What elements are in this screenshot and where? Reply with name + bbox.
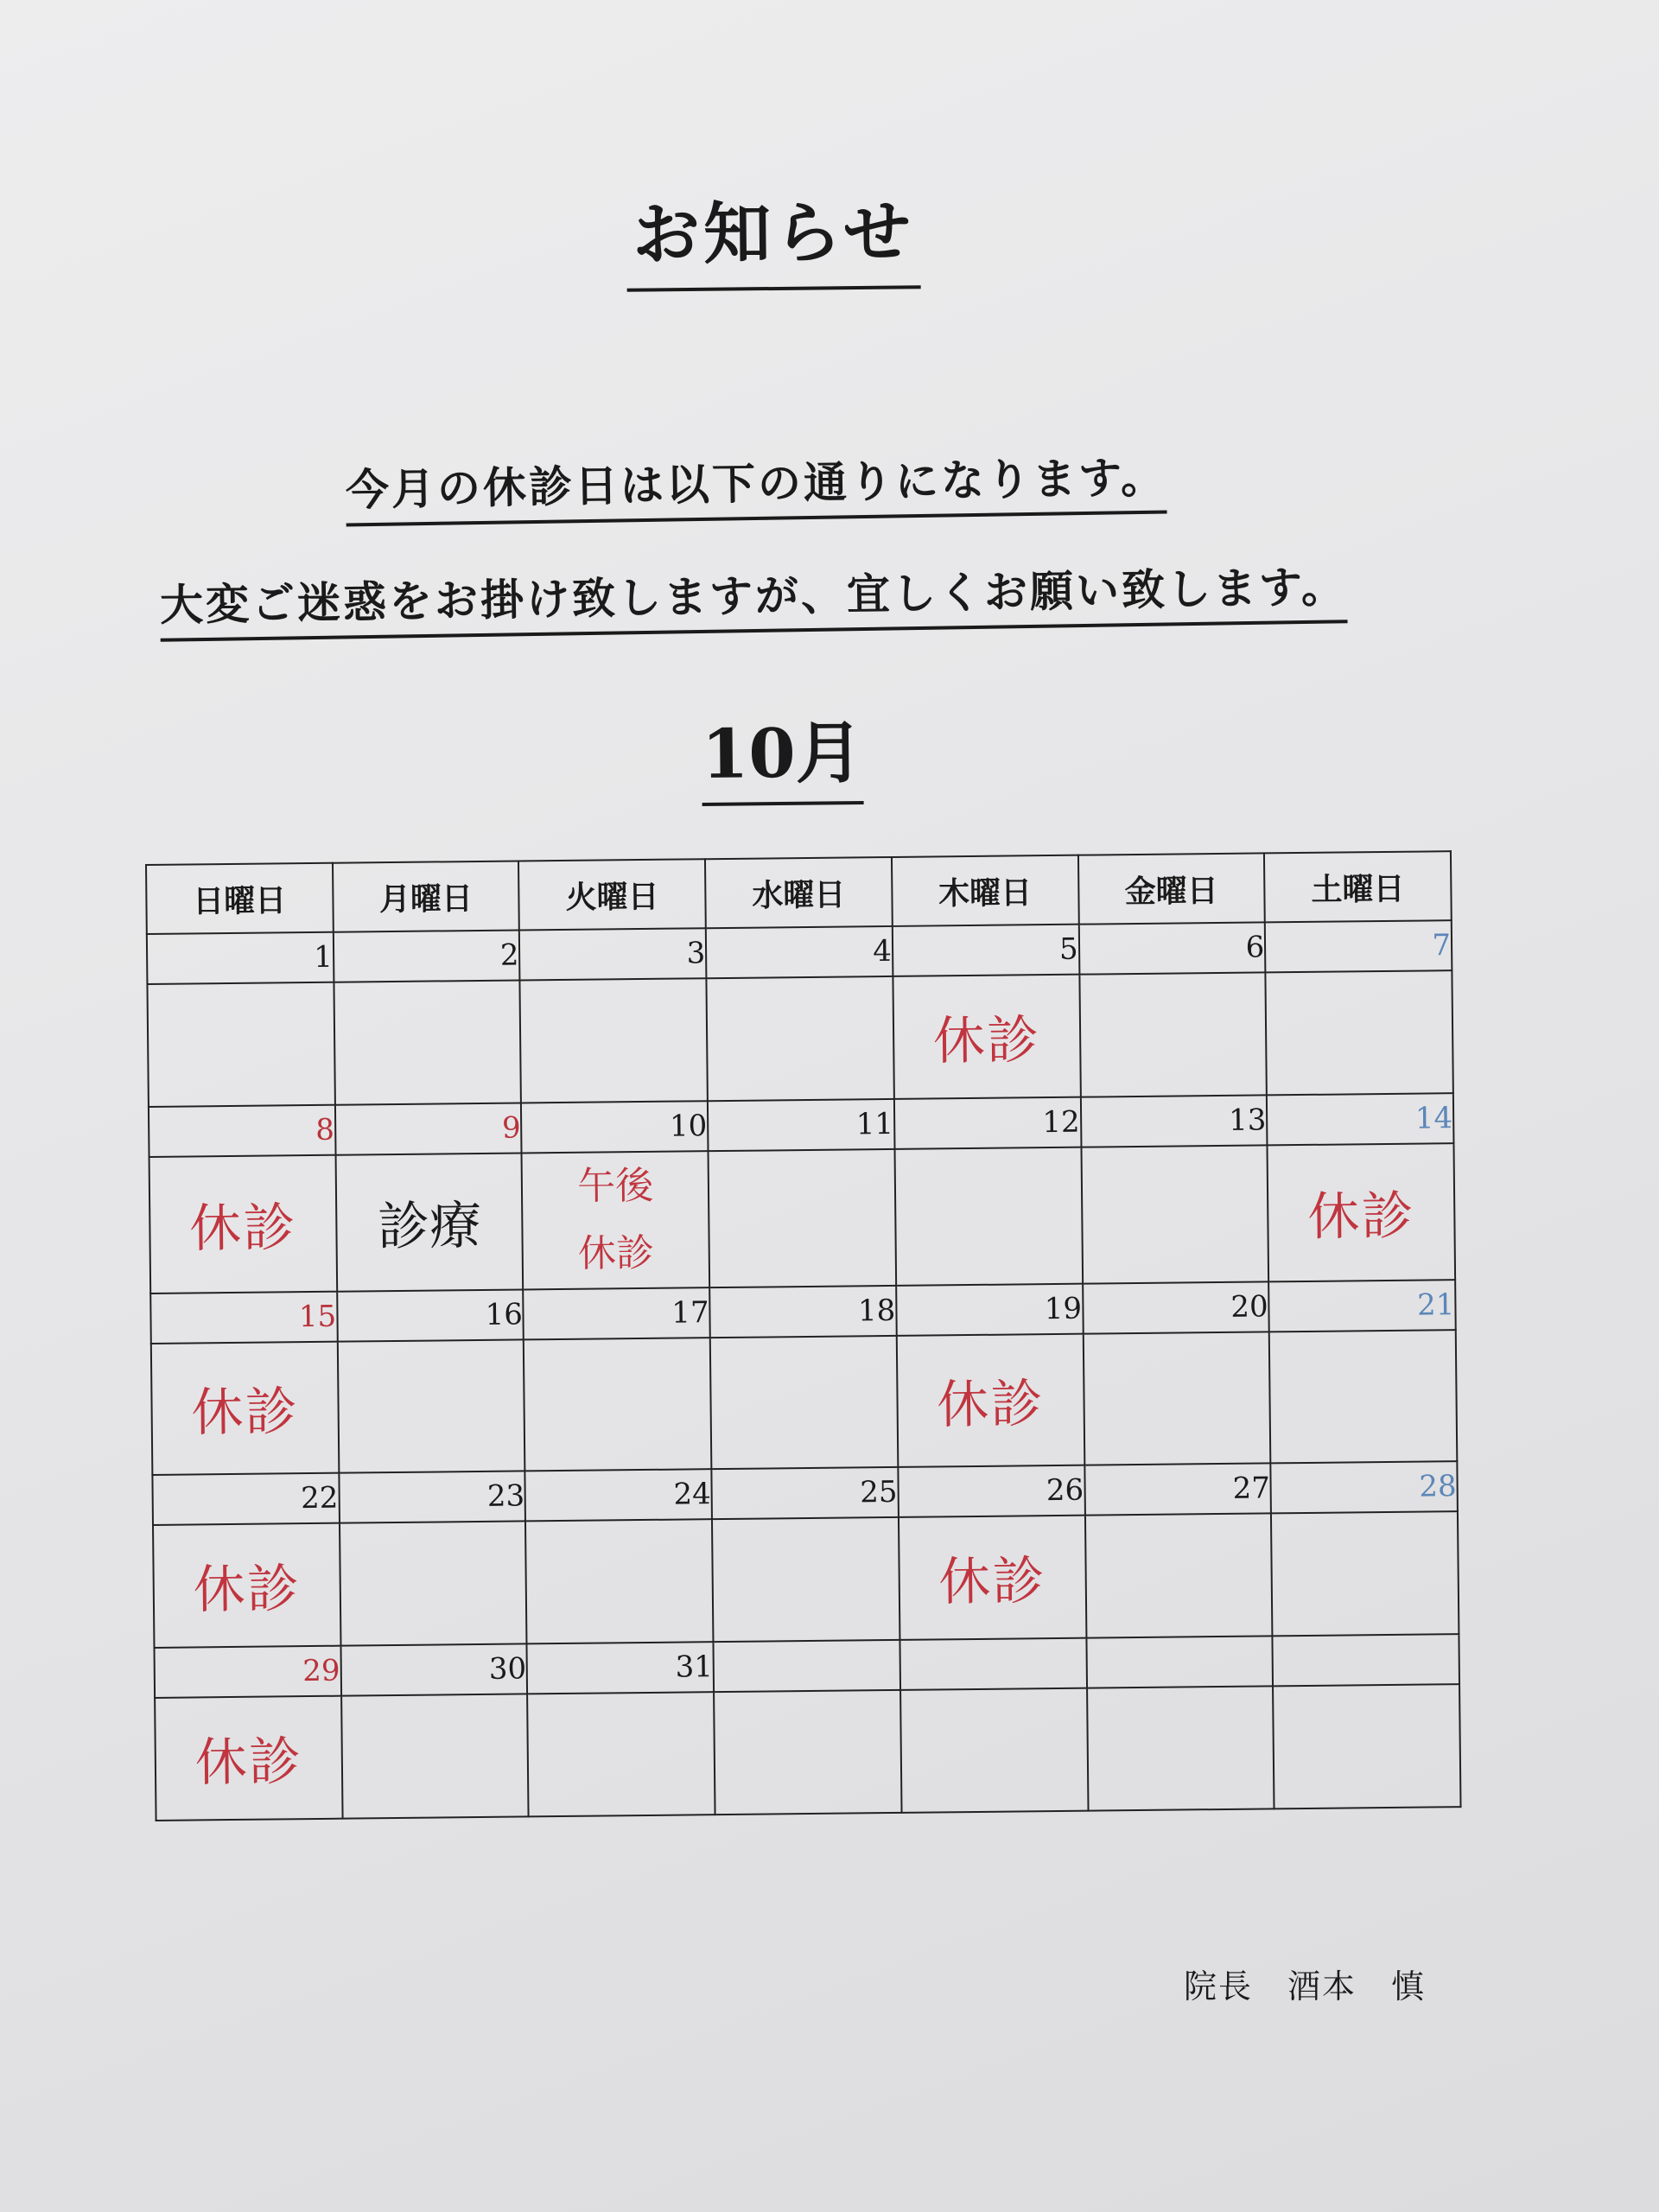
day-note: [1084, 1513, 1272, 1637]
date-number: 1: [147, 932, 334, 984]
date-number: 15: [150, 1292, 337, 1344]
closed-label: 休診: [188, 1198, 297, 1260]
date-number: 12: [894, 1097, 1081, 1149]
date-number: 22: [152, 1473, 339, 1525]
day-note: [525, 1519, 713, 1643]
weekday-sun: 日曜日: [146, 863, 334, 934]
day-note: [900, 1688, 1088, 1813]
day-note: [1273, 1684, 1460, 1808]
day-note: [894, 1147, 1082, 1286]
weekday-thu: 木曜日: [892, 855, 1079, 926]
open-label: 診療: [377, 1195, 482, 1258]
day-note: [1269, 1330, 1457, 1463]
day-note: [710, 1336, 898, 1469]
date-number: [1273, 1634, 1459, 1686]
note-row: [155, 1684, 1460, 1821]
weekday-tue: 火曜日: [518, 859, 706, 930]
closed-label: 休診: [193, 1559, 302, 1621]
signature: 院長 酒本 慎: [1184, 1967, 1427, 2005]
weekday-mon: 月曜日: [333, 861, 520, 931]
weekday-sat: 土曜日: [1264, 851, 1452, 922]
date-number: 10: [521, 1101, 708, 1153]
date-number: 3: [519, 928, 706, 980]
closed-label: 休診: [938, 1551, 1046, 1613]
day-note: [527, 1692, 715, 1816]
date-number: 25: [711, 1467, 898, 1519]
date-number: 27: [1084, 1463, 1271, 1515]
date-number: 26: [898, 1465, 1084, 1517]
date-number: 2: [334, 930, 520, 982]
calendar-table: [145, 850, 1462, 1821]
day-note: [524, 1338, 711, 1471]
date-number: 4: [706, 926, 893, 978]
date-number: 17: [524, 1287, 710, 1339]
day-note: [153, 1523, 340, 1648]
date-number: [899, 1638, 1086, 1690]
closed-label: 休診: [194, 1732, 303, 1794]
day-note: [338, 1339, 525, 1472]
day-note: [151, 1342, 339, 1475]
date-number: 21: [1268, 1280, 1455, 1332]
notice-line-2: 大変ご迷惑をお掛け致しますが、宜しくお願い致します。: [159, 552, 1347, 642]
note-row: [149, 1143, 1456, 1294]
closed-label: 休診: [932, 1010, 1041, 1072]
date-number: 6: [1078, 922, 1265, 974]
date-number: 16: [337, 1289, 524, 1341]
day-note: [1079, 972, 1267, 1096]
date-number: 9: [335, 1103, 522, 1154]
closed-label: 休診: [191, 1382, 299, 1444]
day-note: [707, 976, 894, 1101]
day-note: [155, 1696, 342, 1821]
date-number: 28: [1271, 1461, 1458, 1513]
date-number: 19: [896, 1284, 1083, 1336]
month-heading: 10月: [701, 699, 863, 806]
afternoon-label: 午後: [576, 1163, 654, 1209]
day-note: [1083, 1332, 1270, 1465]
date-number: 30: [340, 1643, 527, 1695]
date-number: 8: [149, 1105, 335, 1157]
date-number: 20: [1083, 1281, 1269, 1333]
day-note: [712, 1517, 899, 1642]
weekday-wed: 水曜日: [705, 857, 893, 928]
date-number: 11: [708, 1099, 894, 1151]
date-number: 13: [1080, 1095, 1267, 1147]
day-note: [1268, 1143, 1455, 1281]
day-note: [714, 1690, 901, 1815]
weekday-fri: 金曜日: [1077, 853, 1265, 924]
date-number: [714, 1640, 900, 1692]
day-note: [147, 982, 334, 1107]
closed-label: 休診: [1307, 1185, 1415, 1248]
date-number: 23: [339, 1471, 525, 1522]
day-note: [335, 1153, 523, 1291]
day-note: [1081, 1145, 1268, 1283]
date-number: 18: [709, 1286, 896, 1338]
date-number: 24: [525, 1469, 712, 1521]
day-note: [520, 978, 708, 1103]
day-note: [899, 1516, 1086, 1640]
closed-label: 休診: [936, 1374, 1045, 1436]
day-note: [149, 1155, 337, 1294]
note-row: [153, 1511, 1459, 1648]
date-number: 7: [1265, 920, 1452, 972]
day-note: [334, 980, 521, 1104]
day-note: [1266, 970, 1453, 1095]
day-note: [1271, 1511, 1459, 1636]
day-note: [522, 1151, 709, 1289]
date-number: 29: [154, 1646, 340, 1698]
note-row: [147, 970, 1452, 1107]
day-note: [897, 1334, 1084, 1467]
calendar: [145, 850, 1462, 1821]
page-title: お知らせ: [626, 178, 920, 292]
date-number: 14: [1267, 1093, 1453, 1145]
closed-label: 休診: [577, 1230, 655, 1276]
notice-line-1: 今月の休診日は以下の通りになります。: [345, 443, 1166, 527]
note-row: [151, 1330, 1458, 1475]
day-note: [340, 1521, 527, 1645]
date-number: [1086, 1636, 1273, 1688]
day-note: [1087, 1686, 1274, 1810]
day-note: [341, 1694, 529, 1818]
day-note: [893, 975, 1080, 1099]
day-note: [709, 1149, 896, 1287]
date-number: 31: [527, 1642, 714, 1694]
date-number: 5: [893, 925, 1079, 976]
